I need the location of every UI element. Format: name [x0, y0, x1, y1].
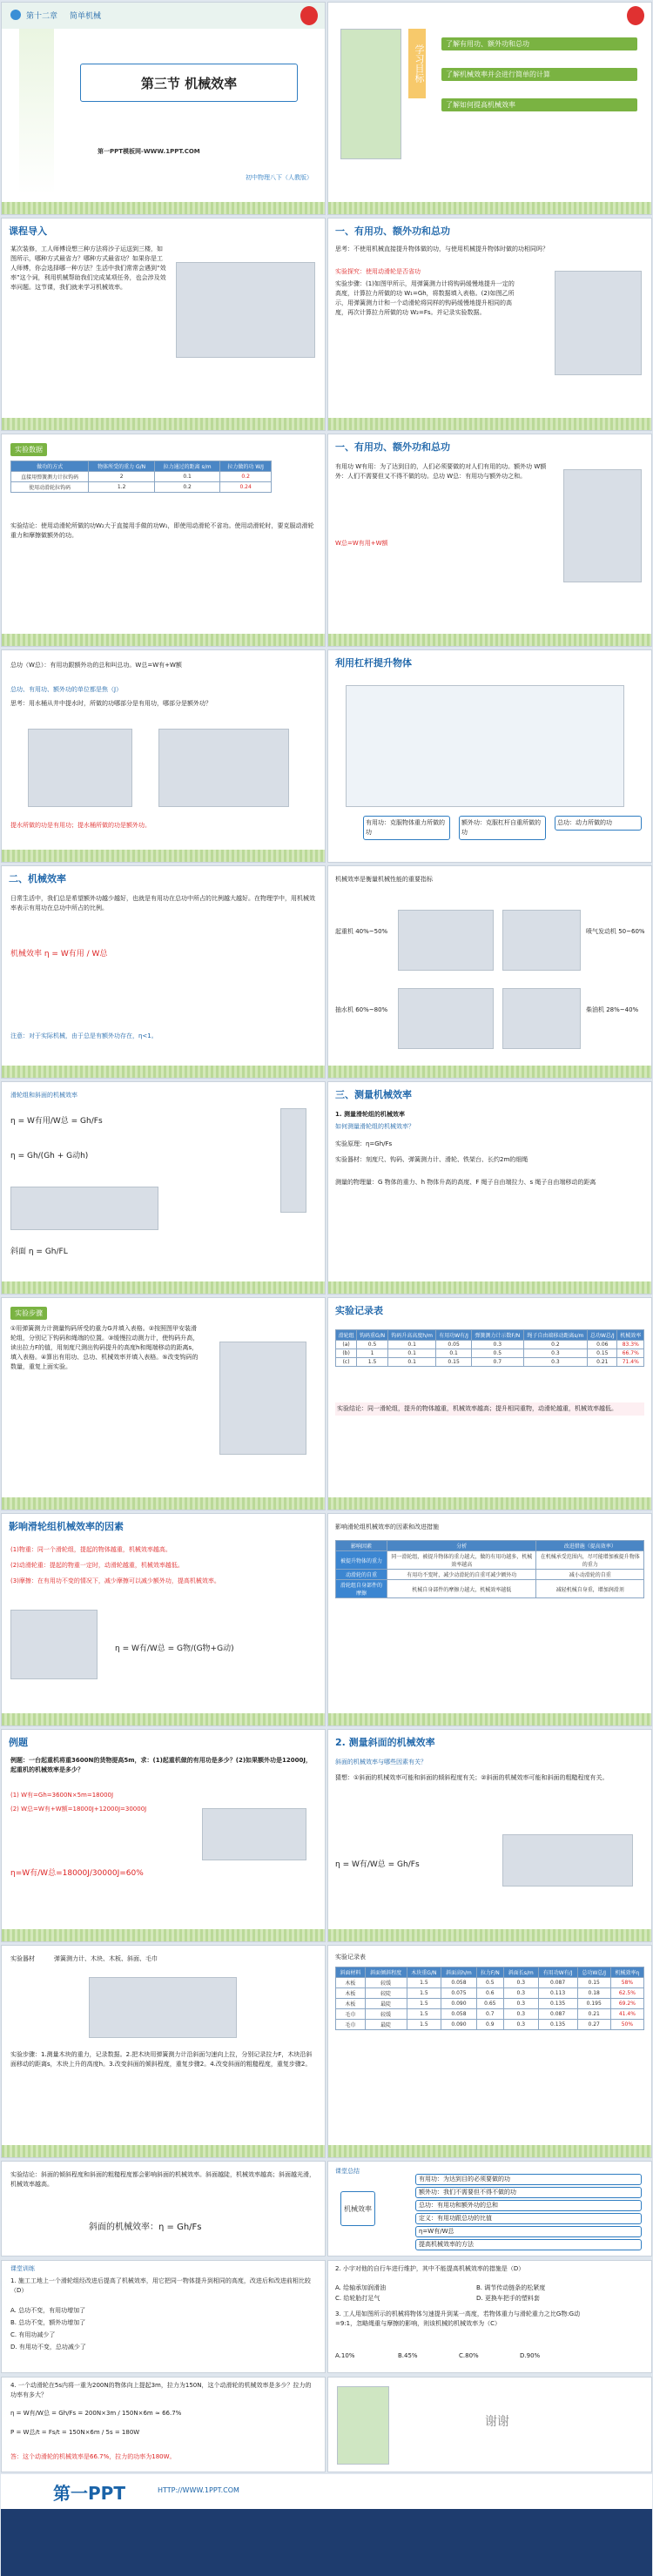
- option: A. 给轴承加润滑油: [335, 2284, 387, 2291]
- crane-image: [398, 910, 494, 971]
- formula: W总=W有用+W额: [335, 540, 388, 547]
- pulley-system-image: [280, 1108, 306, 1213]
- slide-title: 三、测量机械效率: [335, 1089, 412, 1100]
- formula-3: 斜面 η = Gh/FL: [10, 1248, 68, 1256]
- slide-intro: [1, 218, 326, 431]
- slide-lever: [327, 649, 652, 863]
- formula-2: η = Gh/(Gh + G动h): [10, 1152, 89, 1160]
- option: C. 给轮胎打足气: [335, 2295, 380, 2302]
- slide-title: 课程导入: [9, 225, 47, 237]
- scaffold-image: [176, 262, 315, 358]
- table-row: 滑轮组自身部件的摩擦 机械自身部件的摩擦力越大，机械效率越低 减轻机械自身重，增加润滑剂: [336, 1580, 644, 1598]
- note: 注意：对于实际机械，由于总是有额外功存在，η<1。: [10, 1032, 158, 1039]
- slide-work-intro: [327, 218, 652, 431]
- efficiency-text: 日常生活中，我们总是希望额外功越少越好，也就是有用功在总功中所占的比例越大越好。在物理学中，用机械效率表示有用功在总功中所占的比例。: [10, 895, 315, 911]
- option: A.10%: [335, 2352, 355, 2359]
- slide-incline-record: [327, 1945, 652, 2158]
- answer: 提水所做的功是有用功；提水桶所做的功是额外功。: [10, 822, 151, 829]
- table-row: 被提升物体的重力 同一滑轮组，被提升物体的重力越大，做的有用功越多，机械效率越高 在机械承受范围内，尽可能增加被提升物体的重力: [336, 1551, 644, 1570]
- table-row: (a) 0.5 0.1 0.05 0.3 0.2 0.06 83.3%: [336, 1341, 644, 1349]
- goal-item: 了解如何提高机械效率: [441, 98, 637, 111]
- table-row: (b) 1 0.1 0.1 0.5 0.3 0.15 66.7%: [336, 1349, 644, 1358]
- slide-title: 实验步骤: [10, 1307, 47, 1320]
- table-row: 木板 较缓 1.5 0.058 0.5 0.3 0.087 0.15 58%: [336, 1978, 644, 1988]
- item: 实验器材：刻度尺、钩码、弹簧测力计、滑轮、铁架台、长约2m的细绳: [335, 1156, 528, 1163]
- slide-goals: [327, 2, 652, 215]
- summary-item: η=W有/W总: [415, 2226, 642, 2237]
- question: 3. 工人用如图所示的机械将物体匀速提升到某一高度，若物体重力与滑轮重力之比G物:G动=9:1，忽略绳重与摩擦的影响，则该机械的机械效率为（C）: [335, 2310, 581, 2327]
- apple-icon: [627, 6, 644, 25]
- slide-measure: [327, 1081, 652, 1295]
- question: 2. 小宇对他的自行车进行维护，其中不能提高机械效率的措施是（D）: [335, 2265, 525, 2272]
- incline-table: 斜面材料 斜面倾斜程度 木块重G/N 斜面高h/m 拉力F/N 斜面长s/m 有用功W有/J 总功W总/J 机械效率η 木板 较缓 1.5 0.058 0.5 0.3 0.087 0.15 58% 木板 较陡 1.5 0.075 0.6 0.3 0.113 0.18 62.5% 木板 最陡 1.5 0.090 0.65 0.3 0.135 0.195 69.2% 毛巾 较缓 1.5 0.058 0.7 0.3 0.087 0.21 41.4% 毛巾 最陡 1.5 0.090 0.9 0.3 0.135 0.27 50%: [335, 1967, 644, 2030]
- item: 实验原理：η=Gh/Fs: [335, 1140, 393, 1147]
- slide-summary: [327, 2161, 652, 2257]
- answer-1: (1) W有=Gh=3600N×5m=18000J: [10, 1792, 114, 1799]
- table-row: (c) 1.5 0.1 0.15 0.7 0.3 0.21 71.4%: [336, 1358, 644, 1367]
- question: 如何测量滑轮组的机械效率？: [335, 1123, 414, 1130]
- subtitle: 1. 测量滑轮组的机械效率: [335, 1111, 405, 1118]
- option: B. 总功不变，额外功增加了: [10, 2319, 86, 2326]
- goal-item: 了解有用功、额外功和总功: [441, 37, 637, 50]
- answer: 答：这个动滑轮的机械效率是66.7%，拉力的功率为180W。: [10, 2453, 176, 2460]
- slide-title: 实验记录表: [335, 1954, 366, 1961]
- table-row: 毛巾 最陡 1.5 0.090 0.9 0.3 0.135 0.27 50%: [336, 2020, 644, 2030]
- slide-title: 实验数据: [10, 443, 47, 456]
- formula-1: η = W有用/W总 = Gh/Fs: [10, 1117, 103, 1126]
- title-box: [80, 64, 298, 102]
- unit-note: 总功、有用功、额外功的单位都是焦（J）: [10, 686, 123, 693]
- record-table: 滑轮组 钩码重G/N 钩码升高高度h/m 有用功W有/J 弹簧测力计示数F/N 绳子自由端移动距离s/m 总功W总/J 机械效率 (a) 0.5 0.1 0.05 0.3 0.2 0.06 83.3% (b) 1 0.1 0.1 0.5 0.3 0.15 66.7% (c) 1.5 0.1 0.15 0.7 0.3 0.21 71.4%: [335, 1329, 644, 1367]
- goal-item: 了解机械效率并会进行简单的计算: [441, 68, 637, 81]
- question: 斜面的机械效率与哪些因素有关？: [335, 1759, 427, 1766]
- solution-1: η = W有/W总 = Gh/Fs = 200N×3m / 150N×6m ≈ 66.7%: [10, 2410, 182, 2417]
- summary-item: 提高机械效率的方法: [415, 2239, 642, 2250]
- jet-image: [502, 910, 581, 971]
- slide-title: 一、有用功、额外功和总功: [335, 441, 450, 453]
- experiment-title: 实验探究：使用动滑轮是否省功: [335, 268, 421, 275]
- incline-setup-image: [89, 1977, 237, 2038]
- machine-label: 起重机 40%~50%: [335, 928, 388, 935]
- slide-title: 影响滑轮组机械效率的因素和改进措施: [335, 1523, 439, 1530]
- site-text: 第一PPT模板网-WWW.1PPT.COM: [98, 148, 200, 155]
- slide-title: 影响滑轮组机械效率的因素: [9, 1521, 124, 1532]
- pulley-compare-image: [10, 1610, 98, 1679]
- machine-label: 喷气发动机 50~60%: [586, 928, 645, 935]
- slide-title: 实验器材: [10, 1955, 35, 1962]
- incline-image: [502, 1834, 633, 1887]
- summary-item: 总功：有用功和额外功的总和: [415, 2200, 642, 2211]
- slide-title: 例题: [9, 1737, 28, 1748]
- steps: 实验步骤：(1)如图甲所示，用弹簧测力计将钩码缓慢地提升一定的高度，计算拉力所做的功 W₁=Gh，将数据填入表格。(2)如图乙所示，用弹簧测力计和一个动滑轮将同样的钩码缓慢地提升相同的高度，再次计算拉力所做的功 W₂=Fs。并记录实验数据。: [335, 280, 515, 316]
- plant-image: [337, 2386, 389, 2465]
- slide-total-work: [1, 649, 326, 863]
- label-total: 总功：动力所做的功: [555, 816, 642, 831]
- slide-cover: [1, 2, 326, 215]
- slide-title: 机械效率是衡量机械性能的重要指标: [335, 876, 433, 883]
- section-title: 第三节 机械效率: [140, 75, 238, 91]
- lever-diagram: [346, 685, 624, 807]
- guess: 猜想：①斜面的机械效率可能和斜面的倾斜程度有关；②斜面的机械效率可能和斜面的粗糙程度有关。: [335, 1774, 609, 1781]
- option: C. 有用功减少了: [10, 2331, 56, 2338]
- formula: η = W有/W总 = G物/(G物+G动): [115, 1644, 234, 1653]
- bucket-image: [563, 469, 642, 582]
- footer-logo: 第一PPT: [53, 2483, 125, 2504]
- plant-decoration: [19, 29, 54, 194]
- answer-3: η=W有/W总=18000J/30000J=60%: [10, 1869, 144, 1878]
- question: 4. 一个动滑轮在5s内将一重为200N的物体向上提起3m，拉力为150N，这个动滑轮的机械效率是多少？拉力的功率有多大？: [10, 2382, 312, 2398]
- slide-practice-1: [1, 2260, 326, 2373]
- slide-title: 利用杠杆提升物体: [335, 657, 412, 669]
- question: 思考：不使用机械直接提升物体做的功，与使用机械提升物体时做的功相同吗？: [335, 245, 549, 252]
- apparatus-image: [219, 1342, 306, 1455]
- grade-text: 初中物理八下（人教版）: [246, 174, 313, 181]
- footer-banner: [1, 2474, 652, 2576]
- factor: (1)物重：同一个滑轮组，提起的物体越重，机械效率越高。: [10, 1546, 172, 1553]
- diesel-image: [502, 988, 581, 1049]
- machine-label: 柴油机 28%~40%: [586, 1006, 639, 1013]
- incline-image: [10, 1187, 158, 1230]
- option: D.90%: [520, 2352, 541, 2359]
- answer-2: (2) W总=W有+W额=18000J+12000J=30000J: [10, 1806, 147, 1813]
- machine-label: 抽水机 60%~80%: [335, 1006, 388, 1013]
- slide-efficiency: [1, 865, 326, 1079]
- formula: 斜面的机械效率：η = Gh/Fs: [89, 2223, 202, 2232]
- chapter-name: 简单机械: [70, 12, 102, 21]
- table-row: 毛巾 较缓 1.5 0.058 0.7 0.3 0.087 0.21 41.4%: [336, 2009, 644, 2020]
- slide-example: [1, 1729, 326, 1942]
- question: 思考：用水桶从井中提水时，所做的功哪部分是有用功，哪部分是额外功？: [10, 700, 212, 707]
- table-row: 木板 较陡 1.5 0.075 0.6 0.3 0.113 0.18 62.5%: [336, 1988, 644, 1999]
- equipment: 弹簧测力计、木块、木板、斜面、毛巾: [54, 1955, 158, 1962]
- slide-title: 课堂训练: [10, 2265, 35, 2272]
- goals-label: 学习目标: [408, 29, 426, 98]
- option: D. 更换车把手的塑料套: [476, 2295, 540, 2302]
- table-row: 动滑轮的自重 有用功不变时，减少动滑轮的自重可减少额外功 减小动滑轮的自重: [336, 1570, 644, 1580]
- pulley-image: [555, 271, 642, 375]
- slide-title: 滑轮组和斜面的机械效率: [10, 1092, 77, 1099]
- conclusion: 实验结论：同一滑轮组，提升的物体越重，机械效率越高；提升相同重物，动滑轮越重，机械效率越低。: [335, 1402, 644, 1416]
- conclusion: 实验结论：斜面的倾斜程度和斜面的粗糙程度都会影响斜面的机械效率。斜面越陡，机械效率越高；斜面越光滑，机械效率越高。: [10, 2171, 315, 2188]
- summary-item: 有用功：为达到目的必须要做的功: [415, 2174, 642, 2185]
- slide-practice-3: [1, 2377, 326, 2472]
- slide-data: [1, 434, 326, 647]
- slide-title: 2. 测量斜面的机械效率: [335, 1737, 435, 1748]
- crane-image: [202, 1808, 306, 1860]
- apple-icon: [300, 6, 318, 25]
- slide-work-defs: [327, 434, 652, 647]
- summary-item: 定义：有用功跟总功的比值: [415, 2213, 642, 2224]
- slide-steps: [1, 1297, 326, 1510]
- thanks-text: 谢谢: [485, 2415, 509, 2429]
- definitions: 有用功 W有用：为了达到目的，人们必须要做的对人们有用的功。额外功 W额外：人们不需要但又不得不做的功。总功 W总：有用功与额外功之和。: [335, 463, 547, 480]
- example-question: 例题：一台起重机将重3600N的货物提高5m，求：(1)起重机做的有用功是多少？(2)如果额外功是12000J，起重机的机械效率是多少？: [10, 1757, 312, 1773]
- solution-2: P = W总/t = Fs/t = 150N×6m / 5s = 180W: [10, 2429, 140, 2436]
- table-row: 木板 最陡 1.5 0.090 0.65 0.3 0.135 0.195 69.2%: [336, 1999, 644, 2009]
- item: 测量的物理量：G 物体的重力、h 物体升高的高度、F 绳子自由端拉力、s 绳子自由端移动的距离: [335, 1179, 596, 1186]
- well-image: [28, 729, 132, 807]
- label-useful: 有用功：克服物体重力所做的功: [363, 816, 450, 840]
- chapter-icon: [10, 10, 21, 20]
- pump-image: [398, 988, 494, 1049]
- slide-incline-exp: [1, 1945, 326, 2158]
- slide-factors: [1, 1513, 326, 1726]
- formula: η = W有/W总 = Gh/Fs: [335, 1860, 420, 1869]
- slide-incline: [327, 1729, 652, 1942]
- slide-practice-2: [327, 2260, 652, 2373]
- table-row: 直接用弹簧测力计拉钩码 2 0.1 0.2: [11, 472, 272, 482]
- plant-image: [340, 29, 401, 159]
- slide-incline-conclusion: [1, 2161, 326, 2257]
- total-text: 总功（W总）：有用功跟额外功的总和叫总功。W总=W有+W额: [10, 662, 182, 669]
- table-row: 使用动滑轮拉钩码 1.2 0.2 0.24: [11, 482, 272, 493]
- slide-record: [327, 1297, 652, 1510]
- well2-image: [158, 729, 289, 807]
- slide-title: 二、机械效率: [9, 873, 66, 884]
- steps: 实验步骤：1.测量木块的重力，记录数据。2.把木块用弹簧测力计沿斜面匀速向上拉，分别记录拉力F，木块沿斜面移动的距离s，木块上升的高度h。3.改变斜面的倾斜程度，重复步骤2。4.改变斜面的粗糙程度，重复步骤2。: [10, 2051, 313, 2068]
- factor: (3)摩擦：在有用功不变的情况下，减少摩擦可以减少额外功，提高机械效率。: [10, 1577, 220, 1584]
- option: D. 有用功不变，总功减少了: [10, 2344, 86, 2351]
- definition: 机械效率 η = W有用 / W总: [10, 950, 108, 958]
- slide-thanks: [327, 2377, 652, 2472]
- slide-title: 实验记录表: [335, 1305, 383, 1316]
- slide-machines: [327, 865, 652, 1079]
- slide-measures: [327, 1513, 652, 1726]
- summary-item: 额外功：我们不需要但不得不做的功: [415, 2187, 642, 2198]
- option: B. 调节传动链条的松紧度: [476, 2284, 546, 2291]
- steps: ①用弹簧测力计测量钩码所受的重力G并填入表格。②按照图甲安装滑轮组，分别记下钩码和绳端的位置。③缓慢拉动测力计，使钩码升高，读出拉力F的值，用刻度尺测出钩码提升的高度h和绳端移动的距离s，填入表格。④算出有用功、总功、机械效率并填入表格。⑤改变钩码的数量，重复上面实验。: [10, 1325, 199, 1370]
- chapter-label: 第十二章: [26, 12, 58, 21]
- option: C.80%: [459, 2352, 479, 2359]
- conclusion: 实验结论：使用动滑轮所做的功W₂大于直接用手做的功W₁，即使用动滑轮不省功。使用动滑轮时，要克服动滑轮重力和摩擦做额外的功。: [10, 522, 314, 539]
- factor: (2)动滑轮重：提起的物重一定时，动滑轮越重，机械效率越低。: [10, 1562, 184, 1569]
- slide-title: 一、有用功、额外功和总功: [335, 225, 450, 237]
- option: A. 总功不变，有用功增加了: [10, 2307, 86, 2314]
- footer-url: HTTP://WWW.1PPT.COM: [158, 2486, 239, 2494]
- option: B.45%: [398, 2352, 418, 2359]
- summary-center: 机械效率: [340, 2191, 375, 2226]
- slide-title: 课堂总结: [335, 2168, 360, 2175]
- question: 1. 施工工地上一个滑轮组经改进后提高了机械效率，用它把同一物体提升到相同的高度，改进后和改进前相比较（D）: [10, 2277, 311, 2294]
- label-extra: 额外功：克服杠杆自重所做的功: [459, 816, 546, 840]
- intro-text: 某次装修，工人师傅设想三种方法将沙子运送到三楼，如图所示，哪种方式最省力？哪种方式最省功？如果你是工人师傅，你会选择哪一种方法？生活中我们常常会遇到“效率”这个词，利用机械帮助我们完成某项任务，也会涉及效率问题。这节课，我们就来学习机械效率。: [10, 245, 166, 291]
- slide-pulley-formulas: [1, 1081, 326, 1295]
- measures-table: 影响因素 分析 改进措施（提高效率） 被提升物体的重力 同一滑轮组，被提升物体的重力越大，做的有用功越多，机械效率越高 在机械承受范围内，尽可能增加被提升物体的重力 动滑轮的自重 有用功不变时，减少动滑轮的自重可减少额外功 减小动滑轮的自重 滑轮组自身部件的摩擦 机械自身部件的摩擦力越大，机械效率越低 减轻机械自身重，增加润滑剂: [335, 1540, 644, 1598]
- data-table: 做功的方式 物体所受的重力 G/N 拉力通过的距离 s/m 拉力做的功 W/J 直接用弹簧测力计拉钩码 2 0.1 0.2 使用动滑轮拉钩码 1.2 0.2 0.24: [10, 461, 272, 493]
